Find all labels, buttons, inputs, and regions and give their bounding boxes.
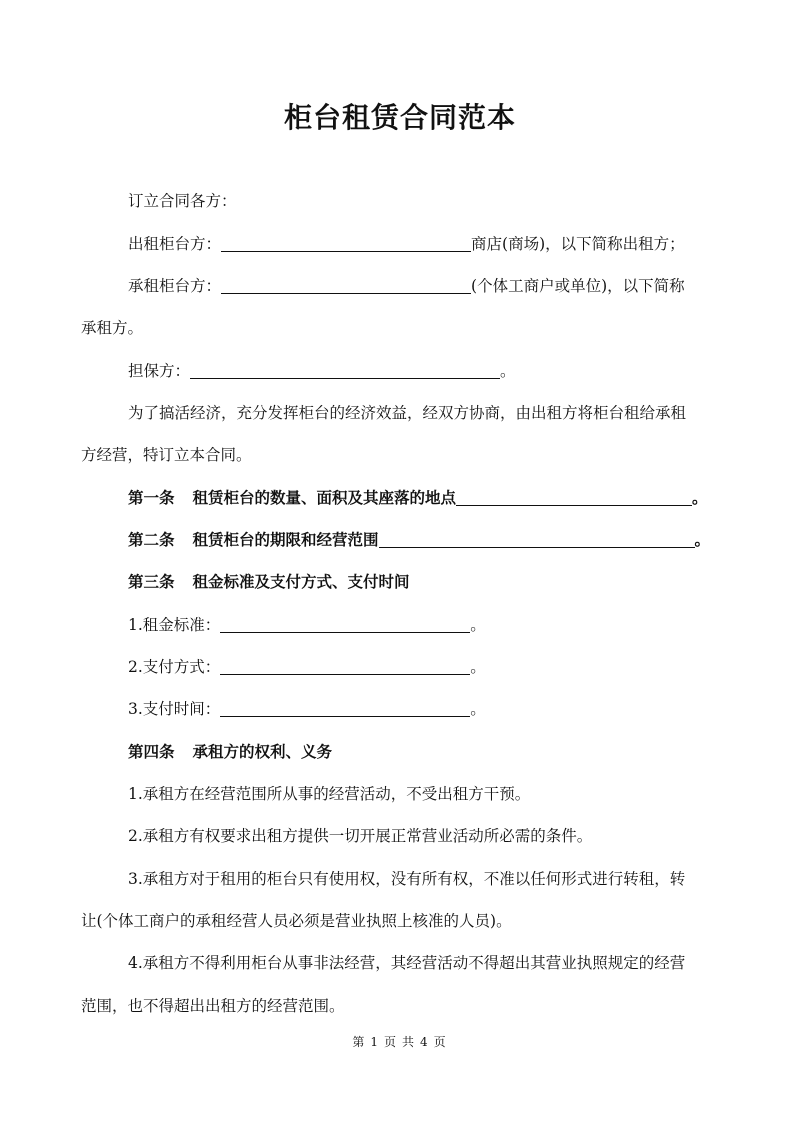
intro-line: 订立合同各方： [128,192,237,210]
footer-word-ye-2: 页 [433,1035,448,1049]
lessee-continuation: 承租方。 [81,319,144,337]
rent-item [128,699,486,719]
purpose-line-2: 方经营，特订立本合同。 [81,446,252,464]
article-2-blank [379,531,695,548]
rent-item [128,657,486,677]
footer-word-gong: 共 [402,1035,417,1049]
rent-item [128,615,486,635]
lessor-suffix: 商店(商场)，以下简称出租方； [471,235,685,253]
rights-item-1: 1.承租方在经营范围所从事的经营活动，不受出租方干预。 [128,785,531,803]
lessor-label: 出租柜台方： [128,235,222,253]
article-1-text: 租赁柜台的数量、面积及其座落的地点 [192,488,457,507]
rights-item-3-line-1: 3.承租方对于租用的柜台只有使用权，没有所有权，不准以任何形式进行转租，转 [128,870,686,888]
article-3 [128,572,410,592]
guarantor-line [128,361,516,381]
article-2-text: 租赁柜台的期限和经营范围 [192,530,379,549]
article-2 [128,530,710,550]
page-title: 柜台租赁合同范本 [283,101,516,134]
article-2-number: 第二条 [128,530,175,549]
rights-item-3-line-2: 让(个体工商户的承租经营人员必须是营业执照上核准的人员)。 [81,912,512,930]
payment-time-label: 3.支付时间： [128,700,221,718]
lessee-suffix: (个体工商户或单位)，以下简称 [471,277,685,295]
purpose-line-1: 为了搞活经济，充分发挥柜台的经济效益，经双方协商，由出租方将柜台租给承租 [128,404,687,422]
article-1 [128,488,708,508]
footer-word-ye: 页 [383,1035,398,1049]
article-2-end: 。 [694,530,711,549]
guarantor-blank [190,362,500,379]
payment-method-end: 。 [470,658,486,676]
lessor-blank [221,235,471,252]
article-3-number: 第三条 [128,572,175,591]
payment-method-label: 2.支付方式： [128,658,221,676]
footer-word-di: 第 [352,1035,367,1049]
footer-page-number: 1 [370,1035,380,1049]
rent-standard-blank [220,616,470,633]
article-3-text: 租金标准及支付方式、支付时间 [192,572,410,591]
payment-time-end: 。 [470,700,486,718]
lessee-label: 承租柜台方： [128,277,222,295]
payment-method-blank [220,658,470,675]
page-footer [0,1033,800,1050]
lessor-line [128,234,685,254]
article-1-number: 第一条 [128,488,175,507]
footer-total-pages: 4 [420,1035,430,1049]
article-4-number: 第四条 [128,742,175,761]
article-1-end: 。 [692,488,708,507]
rent-standard-end: 。 [470,616,486,634]
rights-item-4-line-1: 4.承租方不得利用柜台从事非法经营，其经营活动不得超出其营业执照规定的经营 [128,954,686,972]
guarantor-end: 。 [500,362,516,380]
payment-time-blank [220,700,470,717]
guarantor-label: 担保方： [128,362,191,380]
article-1-blank [456,489,692,506]
rent-standard-label: 1.租金标准： [128,616,221,634]
article-4 [128,742,332,762]
rights-item-4-line-2: 范围，也不得超出出租方的经营范围。 [81,997,345,1015]
lessee-blank [221,277,471,294]
rights-item-2: 2.承租方有权要求出租方提供一切开展正常营业活动所必需的条件。 [128,827,593,845]
lessee-line [128,276,685,296]
article-4-text: 承租方的权利、义务 [192,742,333,761]
